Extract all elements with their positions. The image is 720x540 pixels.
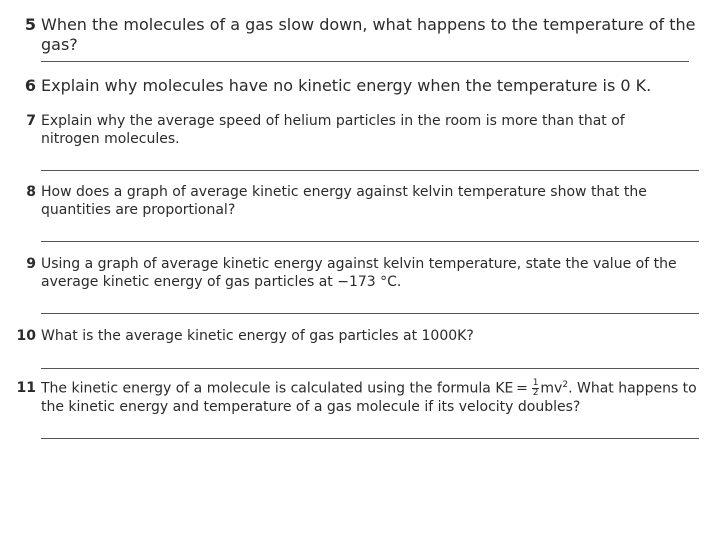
question-text-start: The kinetic energy of a molecule is calculated using the formula KE = xyxy=(41,380,531,397)
answer-line-10[interactable] xyxy=(41,368,699,369)
formula-exponent: 2 xyxy=(562,379,569,390)
question-text: Explain why molecules have no kinetic energy when the temperature is 0 K. xyxy=(41,76,652,95)
question-number: 6 xyxy=(24,76,36,95)
fraction-numerator: 1 xyxy=(532,378,539,388)
answer-line-11[interactable] xyxy=(41,438,699,439)
answer-line-8[interactable] xyxy=(41,241,699,242)
question-number: 9 xyxy=(26,256,36,272)
question-text: When the molecules of a gas slow down, what happens to the temperature of the gas? xyxy=(41,15,696,54)
question-number: 7 xyxy=(26,113,36,129)
question-number: 10 xyxy=(16,328,36,344)
question-text: Using a graph of average kinetic energy against kelvin temperature, state the value of the average kinetic energy of gas particles at −173 °C. xyxy=(41,256,677,290)
question-text: Explain why the average speed of helium particles in the room is more than that of nitrogen molecules. xyxy=(41,113,625,147)
answer-line-7[interactable] xyxy=(41,170,699,171)
question-text: What is the average kinetic energy of gas particles at 1000K? xyxy=(41,328,474,344)
answer-line-9[interactable] xyxy=(41,313,699,314)
question-text-end: . What happens to the kinetic energy and temperature of a gas molecule if its velocity doubles? xyxy=(41,380,697,415)
question-number: 5 xyxy=(24,15,36,34)
fraction-one-half xyxy=(532,379,540,398)
question-text xyxy=(41,379,698,416)
question-number: 11 xyxy=(16,380,36,396)
formula-variables: mv xyxy=(540,380,563,397)
fraction-denominator: 2 xyxy=(532,388,539,398)
answer-line-5[interactable] xyxy=(41,61,689,62)
question-text: How does a graph of average kinetic energy against kelvin temperature show that the quantities are proportional? xyxy=(41,184,647,218)
question-number: 8 xyxy=(26,184,36,200)
